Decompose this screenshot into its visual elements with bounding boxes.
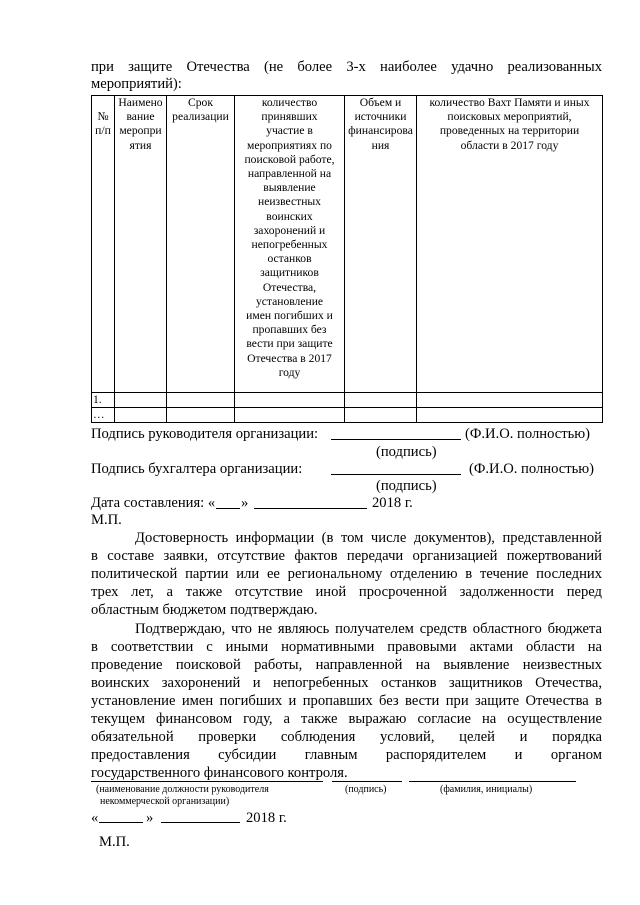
footer-date-day-line[interactable] xyxy=(99,822,143,823)
footer-date-open: « xyxy=(91,810,99,826)
paragraph-2-line-7: обязательной проверки соблюдения условий, целей и порядка xyxy=(91,729,602,745)
header-participants: количество принявших участие в мероприятиях по поисковой работе, направленной на выявление неизвестных воинских захоронений и непогребенных останков защитников Отечества, установление имен погибших и пропавших без вести при защите Отечества в 2017 году xyxy=(235,96,345,393)
head-name-caption: (Ф.И.О. полностью) xyxy=(465,426,591,442)
table-cell: … xyxy=(92,408,115,423)
table-cell xyxy=(417,393,603,408)
intro-line-2: мероприятий): xyxy=(91,76,182,92)
events-table xyxy=(91,95,603,423)
table-cell xyxy=(345,393,417,408)
table-cell xyxy=(115,408,167,423)
accountant-name-caption: (Ф.И.О. полностью) xyxy=(469,461,595,477)
date-prefix: Дата составления: « xyxy=(91,495,216,511)
header-watches: количество Вахт Памяти и иных поисковых мероприятий, проведенных на территории области в 2017 году xyxy=(417,96,603,393)
date-mid: » xyxy=(241,495,249,511)
position-line[interactable] xyxy=(91,781,323,782)
footer-stamp-place: М.П. xyxy=(99,834,130,850)
accountant-signature-label: Подпись бухгалтера организации: xyxy=(91,461,303,477)
footer-date-month-line[interactable] xyxy=(161,822,240,823)
table-row xyxy=(92,408,603,423)
table-cell xyxy=(167,393,235,408)
paragraph-2-line-5: установление имен погибших и пропавших без вести при защите Отечества в xyxy=(91,693,602,709)
paragraph-1-line-5: областным бюджетом подтверждаю. xyxy=(91,602,318,618)
accountant-signature-line[interactable] xyxy=(331,474,461,475)
table-cell xyxy=(167,408,235,423)
header-name: Наимено вание меропри ятия xyxy=(115,96,167,393)
head-signature-label: Подпись руководителя организации: xyxy=(91,426,319,442)
footer-signature-caption: (подпись) xyxy=(345,784,387,795)
table-cell xyxy=(235,408,345,423)
stamp-place: М.П. xyxy=(91,512,122,528)
footer-date-year: 2018 г. xyxy=(246,810,287,826)
footer-name-line[interactable] xyxy=(409,781,576,782)
table-cell xyxy=(235,393,345,408)
accountant-signature-caption: (подпись) xyxy=(376,478,437,494)
header-number: № п/п xyxy=(92,96,115,393)
paragraph-2-line-2: в соответствии с иными нормативными правовыми актами области на xyxy=(91,639,602,655)
intro-line-1: при защите Отечества (не более 3-х наиболее удачно реализованных xyxy=(91,59,602,75)
footer-date-close: » xyxy=(146,810,154,826)
header-funding: Объем и источники финансирова ния xyxy=(345,96,417,393)
header-period: Срок реализации xyxy=(167,96,235,393)
position-caption-1: (наименование должности руководителя xyxy=(96,784,269,795)
table-row xyxy=(92,393,603,408)
paragraph-1-line-3: политической партии или ее региональному отделению в течение последних xyxy=(91,566,602,582)
paragraph-2-line-8: предоставления субсидии главным распорядителем и органом xyxy=(91,747,602,763)
table-cell xyxy=(417,408,603,423)
date-year: 2018 г. xyxy=(372,495,413,511)
footer-name-caption: (фамилия, инициалы) xyxy=(440,784,533,795)
paragraph-1-line-4: трех лет, а также отсутствие иной просроченной задолженности перед xyxy=(91,584,602,600)
table-header-row xyxy=(92,96,603,393)
paragraph-2-line-6: текущем финансовом году, а также выражаю согласие на осуществление xyxy=(91,711,602,727)
paragraph-1-line-1: Достоверность информации (в том числе документов), представленной xyxy=(135,530,602,546)
head-signature-caption: (подпись) xyxy=(376,444,437,460)
paragraph-2-line-9: государственного финансового контроля. xyxy=(91,765,348,781)
head-signature-line[interactable] xyxy=(331,439,461,440)
paragraph-2-line-4: воинских захоронений и непогребенных останков защитников Отечества, xyxy=(91,675,602,691)
table-cell xyxy=(345,408,417,423)
table-cell xyxy=(115,393,167,408)
paragraph-1-line-2: в составе заявки, отсутствие фактов передачи организацией пожертвований xyxy=(91,548,602,564)
table-cell: 1. xyxy=(92,393,115,408)
date-day-line[interactable] xyxy=(216,508,240,509)
paragraph-2-line-1: Подтверждаю, что не являюсь получателем средств областного бюджета xyxy=(135,621,602,637)
position-caption-2: некоммерческой организации) xyxy=(100,796,230,807)
paragraph-2-line-3: проведение поисковой работы, направленной на выявление неизвестных xyxy=(91,657,602,673)
footer-signature-line[interactable] xyxy=(332,781,402,782)
date-month-line[interactable] xyxy=(254,508,367,509)
